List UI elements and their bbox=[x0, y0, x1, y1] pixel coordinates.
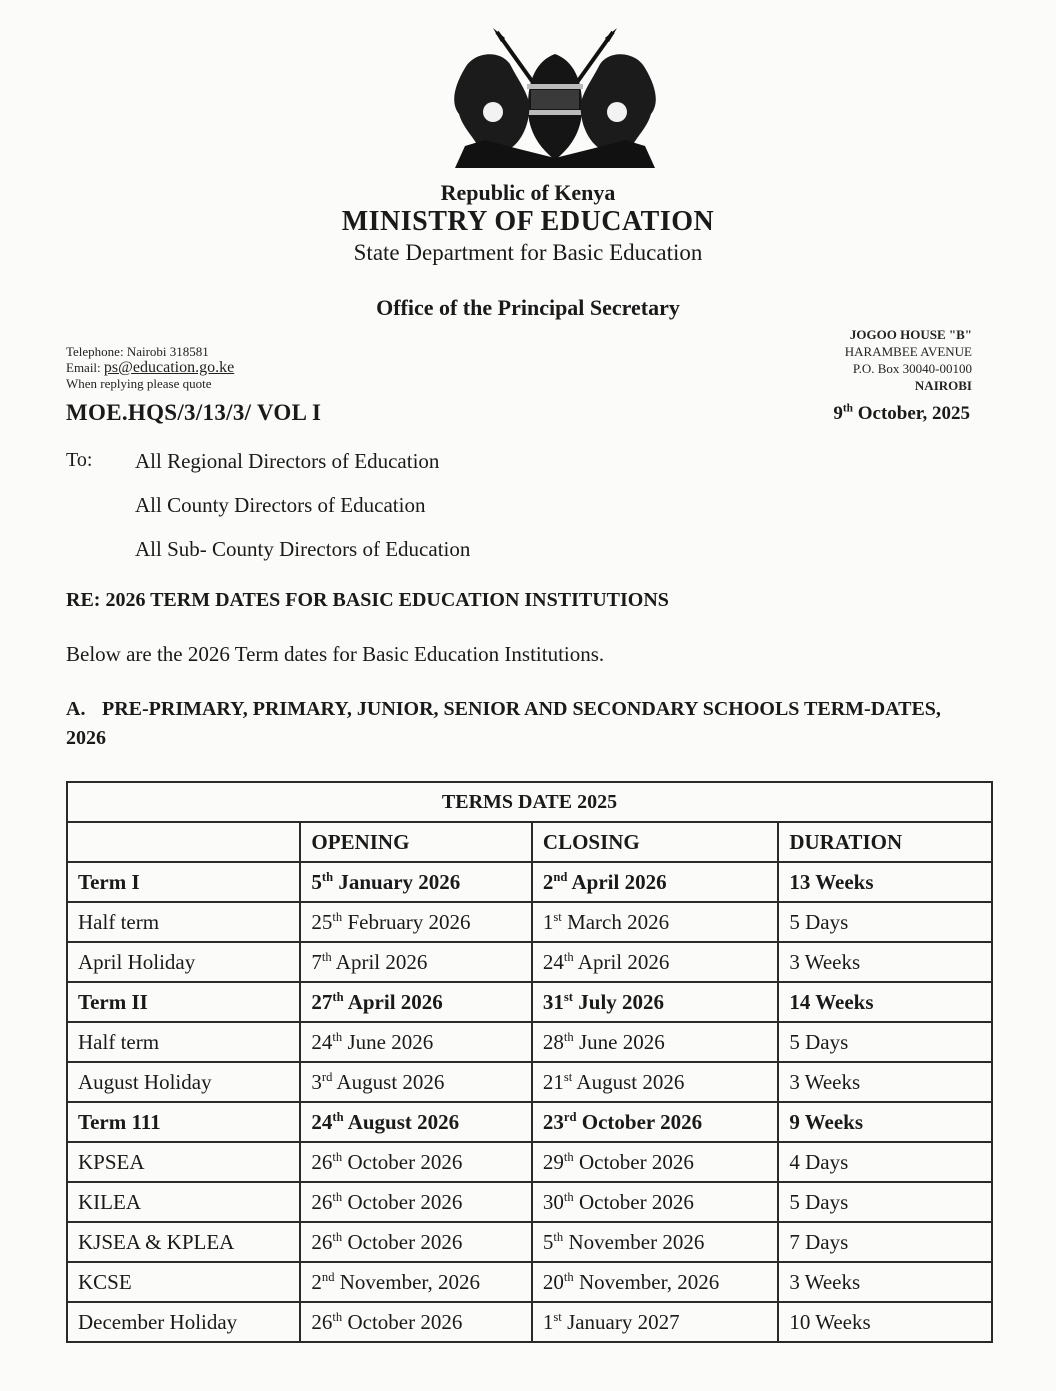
duration: 3 Weeks bbox=[778, 1062, 992, 1102]
address-block bbox=[845, 326, 972, 394]
row-label: Half term bbox=[67, 902, 300, 942]
duration: 14 Weeks bbox=[778, 982, 992, 1022]
opening-date: 7th April 2026 bbox=[300, 942, 531, 982]
reference-number: MOE.HQS/3/13/3/ VOL I bbox=[66, 400, 322, 425]
closing-date: 28th June 2026 bbox=[532, 1022, 778, 1062]
email-label: Email: bbox=[66, 360, 104, 375]
date-suffix: th bbox=[842, 402, 854, 415]
duration: 3 Weeks bbox=[778, 942, 992, 982]
row-label: KCSE bbox=[67, 1262, 300, 1302]
closing-date: 1st March 2026 bbox=[532, 902, 778, 942]
opening-date: 26th October 2026 bbox=[300, 1222, 531, 1262]
closing-date: 20th November, 2026 bbox=[532, 1262, 778, 1302]
office-heading: Office of the Principal Secretary bbox=[376, 295, 680, 320]
letter-date bbox=[833, 403, 970, 425]
closing-date: 2nd April 2026 bbox=[532, 862, 778, 902]
table-row bbox=[67, 1182, 992, 1222]
closing-date: 31st July 2026 bbox=[532, 982, 778, 1022]
duration: 9 Weeks bbox=[778, 1102, 992, 1142]
opening-date: 27th April 2026 bbox=[300, 982, 531, 1022]
closing-date: 5th November 2026 bbox=[532, 1222, 778, 1262]
row-label: KJSEA & KPLEA bbox=[67, 1222, 300, 1262]
closing-date: 21st August 2026 bbox=[532, 1062, 778, 1102]
duration: 7 Days bbox=[778, 1222, 992, 1262]
opening-date: 26th October 2026 bbox=[300, 1142, 531, 1182]
table-row bbox=[67, 862, 992, 902]
email-line bbox=[66, 360, 234, 376]
republic-heading: Republic of Kenya bbox=[440, 180, 616, 205]
date-day: 9 bbox=[833, 403, 843, 424]
row-label: December Holiday bbox=[67, 1302, 300, 1342]
row-label: Half term bbox=[67, 1022, 300, 1062]
duration: 5 Days bbox=[778, 902, 992, 942]
duration: 5 Days bbox=[778, 1022, 992, 1062]
closing-date: 1st January 2027 bbox=[532, 1302, 778, 1342]
address-line-2: HARAMBEE AVENUE bbox=[844, 344, 972, 359]
recipient-line: All County Directors of Education bbox=[135, 493, 426, 517]
table-row bbox=[67, 1102, 992, 1142]
row-label: Term II bbox=[67, 982, 300, 1022]
to-label: To: bbox=[66, 449, 93, 471]
opening-date: 26th October 2026 bbox=[300, 1182, 531, 1222]
column-header-duration: DURATION bbox=[778, 822, 992, 862]
address-line-3: P.O. Box 30040-00100 bbox=[852, 361, 972, 376]
table-row bbox=[67, 1302, 992, 1342]
table-row bbox=[67, 1222, 992, 1262]
column-header-closing: CLOSING bbox=[532, 822, 778, 862]
telephone-line: Telephone: Nairobi 318581 bbox=[66, 344, 209, 359]
closing-date: 29th October 2026 bbox=[532, 1142, 778, 1182]
duration: 13 Weeks bbox=[778, 862, 992, 902]
address-line-1: JOGOO HOUSE "B" bbox=[849, 327, 972, 342]
closing-date: 23rd October 2026 bbox=[532, 1102, 778, 1142]
closing-date: 30th October 2026 bbox=[532, 1182, 778, 1222]
table-row bbox=[67, 982, 992, 1022]
opening-date: 24th August 2026 bbox=[300, 1102, 531, 1142]
row-label: KILEA bbox=[67, 1182, 300, 1222]
duration: 5 Days bbox=[778, 1182, 992, 1222]
row-label: KPSEA bbox=[67, 1142, 300, 1182]
opening-date: 5th January 2026 bbox=[300, 862, 531, 902]
date-rest: October, 2025 bbox=[853, 403, 970, 424]
section-title: PRE-PRIMARY, PRIMARY, JUNIOR, SENIOR AND SECONDARY SCHOOLS TERM-DATES, 2026 bbox=[66, 698, 941, 749]
row-label: August Holiday bbox=[67, 1062, 300, 1102]
subject-line: RE: 2026 TERM DATES FOR BASIC EDUCATION INSTITUTIONS bbox=[66, 589, 669, 611]
table-row bbox=[67, 942, 992, 982]
recipient-line: All Regional Directors of Education bbox=[135, 449, 440, 473]
closing-date: 24th April 2026 bbox=[532, 942, 778, 982]
row-label: April Holiday bbox=[67, 942, 300, 982]
opening-date: 24th June 2026 bbox=[300, 1022, 531, 1062]
table-title: TERMS DATE 2025 bbox=[67, 782, 992, 822]
table-row bbox=[67, 902, 992, 942]
duration: 10 Weeks bbox=[778, 1302, 992, 1342]
opening-date: 2nd November, 2026 bbox=[300, 1262, 531, 1302]
column-header-label bbox=[67, 822, 300, 862]
section-letter: A. bbox=[66, 698, 86, 720]
table-title-row bbox=[67, 782, 992, 822]
duration: 3 Weeks bbox=[778, 1262, 992, 1302]
row-label: Term 111 bbox=[67, 1102, 300, 1142]
ministry-heading: MINISTRY OF EDUCATION bbox=[341, 206, 715, 237]
table-header-row bbox=[67, 822, 992, 862]
contact-block bbox=[66, 344, 234, 392]
intro-paragraph: Below are the 2026 Term dates for Basic Education Institutions. bbox=[66, 642, 605, 666]
duration: 4 Days bbox=[778, 1142, 992, 1182]
department-heading: State Department for Basic Education bbox=[353, 240, 703, 265]
email-link[interactable]: ps@education.go.ke bbox=[103, 359, 235, 376]
opening-date: 3rd August 2026 bbox=[300, 1062, 531, 1102]
table-row bbox=[67, 1062, 992, 1102]
column-header-opening: OPENING bbox=[300, 822, 531, 862]
row-label: Term I bbox=[67, 862, 300, 902]
reply-note: When replying please quote bbox=[66, 376, 212, 391]
section-a-heading bbox=[66, 695, 976, 753]
table-row bbox=[67, 1262, 992, 1302]
recipient-line: All Sub- County Directors of Education bbox=[135, 537, 471, 561]
term-dates-table bbox=[66, 781, 993, 1343]
address-line-4: NAIROBI bbox=[914, 378, 972, 393]
table-row bbox=[67, 1142, 992, 1182]
table-row bbox=[67, 1022, 992, 1062]
opening-date: 25th February 2026 bbox=[300, 902, 531, 942]
opening-date: 26th October 2026 bbox=[300, 1302, 531, 1342]
coat-of-arms-icon bbox=[445, 28, 665, 173]
